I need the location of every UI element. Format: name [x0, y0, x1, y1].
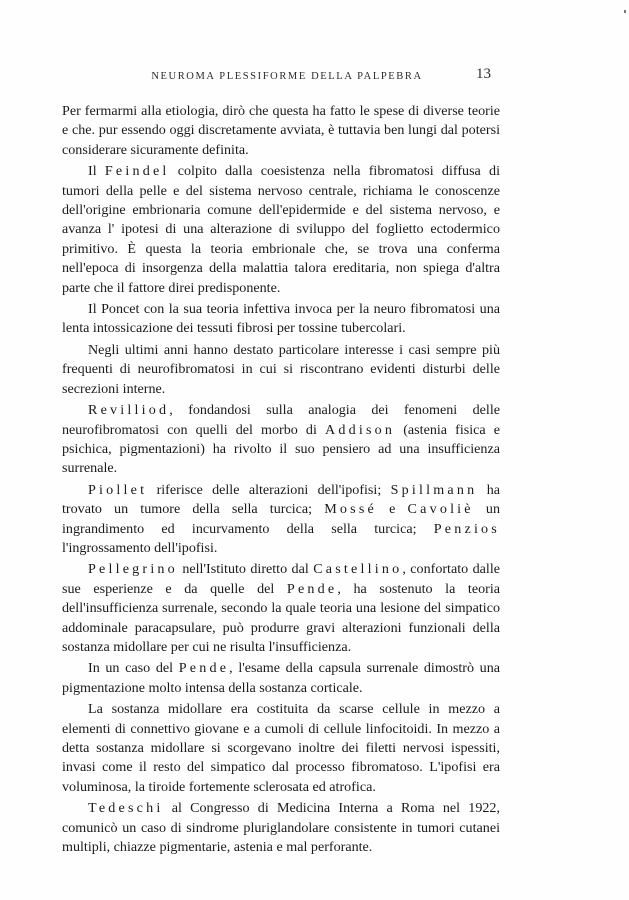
paragraph-text: colpito dalla coesistenza nella fibromatosi diffusa di tumori della pelle e del sistema nervoso centrale, richiama le conoscenze dell'origine embrionaria comune dell'epidermide e del sistema nervoso, e avanza l' ipotesi di una alterazione di sviluppo del foglietto ectodermico primitivo. È questa la teoria embrionale che, se trova una conferma nell'epoca di insorgenza della malattia talora ereditaria, non spiega d'altra parte che il fattore direi predisponente.: [62, 163, 500, 296]
paragraph-text: nell'Istituto diretto dal: [177, 561, 314, 578]
paragraph-text: (astenia fisica e psichica, pigmentazioni) ha rivolto il suo pensiero ad una insufficienza surrenale.: [62, 421, 500, 477]
author-name: Feindel: [104, 163, 170, 180]
paragraph-text: un ingrandimento ed incurvamento della sella turcica;: [62, 501, 500, 537]
paragraph-text: ha trovato un tumore della sella turcica;: [62, 481, 501, 518]
author-name: Penzios: [433, 520, 500, 537]
paragraph-feindel: [62, 162, 500, 298]
page-number: 13: [476, 66, 491, 82]
paragraph-text: Per fermarmi alla etiologia, dirò che questa ha fatto le spese di diverse teorie e che. pur essendo oggi discretamente avviata, è tuttavia ben lungi dal potersi considerare sicuramente definita.: [62, 103, 500, 158]
paragraph-midollare: [62, 700, 500, 797]
scan-edge-mark: [624, 10, 626, 13]
author-name: Spillmann: [390, 481, 478, 498]
author-name: Cavoliè: [407, 501, 474, 518]
paragraph-secrezioni: [62, 341, 500, 399]
running-header: NEUROMA PLESSIFORME DELLA PALPEBRA: [151, 71, 423, 82]
paragraph-prefix: Il: [88, 301, 102, 318]
author-name: Addison: [324, 421, 396, 438]
author-name: Pellegrino: [88, 561, 178, 578]
author-name: Castellino: [313, 561, 403, 578]
paragraph-prefix: In un caso del: [88, 660, 179, 677]
paragraph-text: riferisce delle alterazioni dell'ipofisi;: [147, 481, 391, 498]
paragraph-text: , fondandosi sulla analogia dei fenomeni delle neurofibromatosi con quelli del morbo di: [62, 402, 500, 438]
paragraph-etiologia: [62, 102, 500, 160]
paragraph-prefix: Il: [88, 163, 105, 180]
paragraph-revilliod: [62, 401, 500, 479]
author-name: Pende: [178, 660, 230, 677]
paragraph-text: Negli ultimi anni hanno destato particolare interesse i casi sempre più frequenti di neurofibromatosi in cui si riscontrano evidenti disturbi delle secrezioni interne.: [62, 341, 500, 397]
author-name: Pende: [286, 580, 338, 597]
paragraph-tedeschi: [62, 799, 500, 857]
paragraph-text: l'ingrossamento dell'ipofisi.: [62, 539, 218, 556]
paragraph-text: , ha sostenuto la teoria dell'insufficienza surrenale, secondo la quale teoria una lesione del simpatico addominale paracapsulare, può produrre gravi alterazioni funzionali della sostanza midollare per cui ne risulta l'insufficienza.: [62, 580, 500, 655]
paragraph-text: , l'esame della capsula surrenale dimostrò una pigmentazione molto intensa della sostanza corticale.: [62, 660, 500, 696]
author-name: Poncet: [101, 301, 140, 318]
author-name: Revilliod: [88, 402, 170, 419]
paragraph-text: La sostanza midollare era costituita da scarse cellule in mezzo a elementi di connettivo giovane e a cumoli di cellule linfocitoidi. In mezzo a detta sostanza midollare si scorgevano inoltre dei filetti nervosi ispessiti, invasi come il resto del simpatico dal processo fibromatoso. L'ipofisi era voluminosa, la tiroide fortemente sclerosata ed atrofica.: [62, 701, 500, 795]
paragraph-poncet: [62, 300, 500, 339]
author-name: Mossé: [324, 501, 377, 518]
paragraph-text: e: [377, 501, 408, 518]
paragraph-text: al Congresso di Medicina Interna a Roma nel 1922, comunicò un caso di sindrome pluriglandolare consistente in tumori cutanei multipli, chiazze pigmentarie, astenia e mal perforante.: [62, 800, 500, 856]
paragraph-pende-caso: [62, 659, 500, 698]
paragraph-text: con la sua teoria infettiva invoca per la neuro fibromatosi una lenta intossicazione dei tessuti fibrosi per tossine tubercolari.: [62, 301, 500, 337]
body-text: [62, 102, 500, 859]
paragraph-piollet: [62, 481, 500, 559]
author-name: Piollet: [88, 481, 148, 498]
paragraph-pellegrino: [62, 560, 500, 657]
paragraph-text: , confortato dalle sue esperienze e da quelle del: [62, 561, 500, 597]
author-name: Tedeschi: [88, 800, 164, 817]
